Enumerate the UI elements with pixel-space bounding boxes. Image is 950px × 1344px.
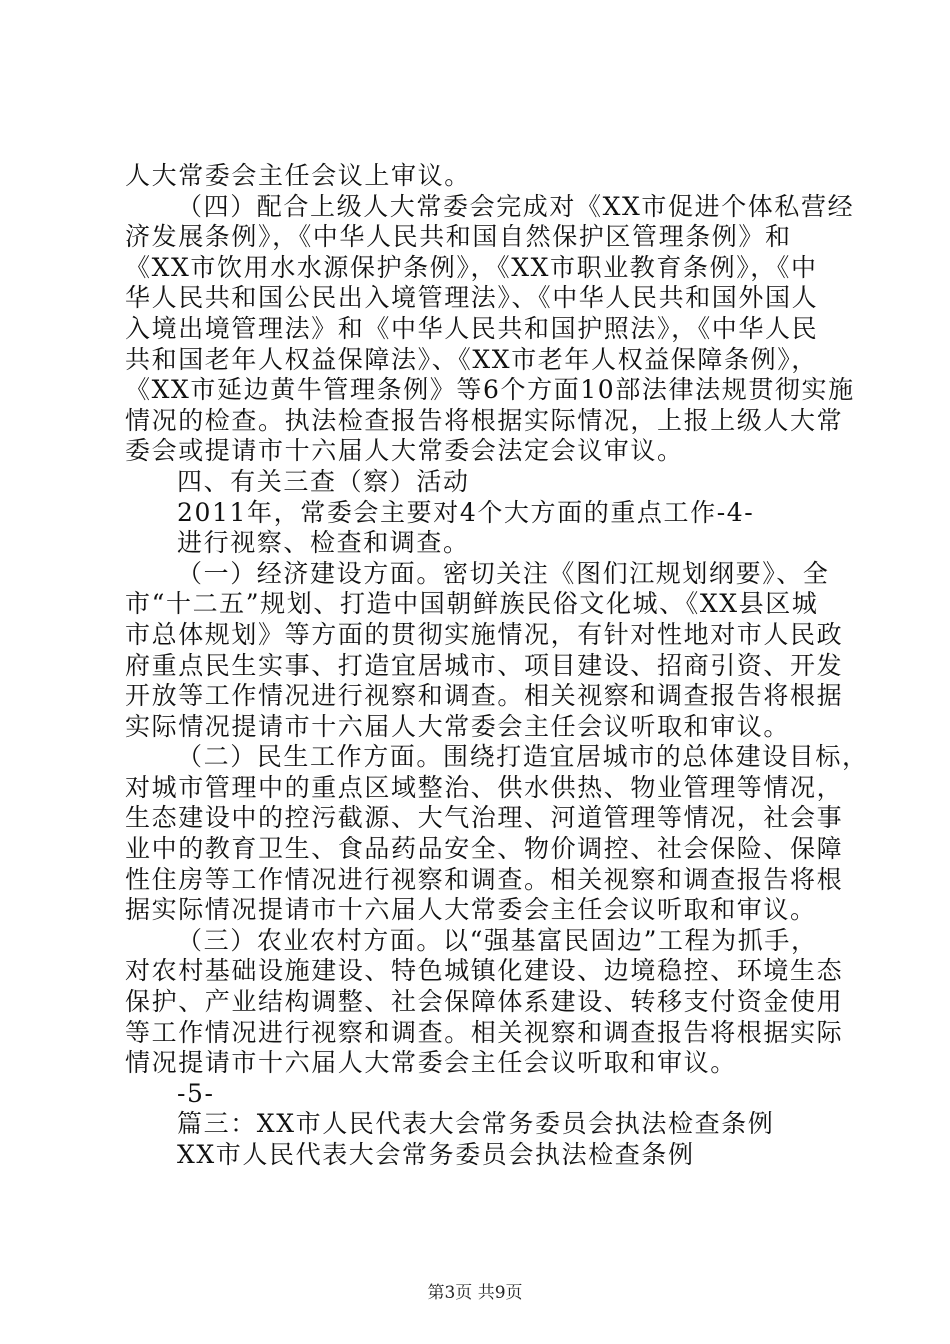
text-line: 据实际情况提请市十六届人大常委会主任会议听取和审议。 — [125, 895, 817, 924]
text-line: 实际情况提请市十六届人大常委会主任会议听取和审议。 — [125, 712, 791, 741]
text-line: 济发展条例》，《中华人民共和国自然保护区管理条例》和 — [125, 222, 792, 251]
text-line: 情况的检查。执法检查报告将根据实际情况，上报上级人大常 — [125, 406, 844, 435]
text-line: （二）民生工作方面。围绕打造宜居城市的总体建设目标， — [177, 742, 869, 771]
text-line: 开放等工作情况进行视察和调查。相关视察和调查报告将根据 — [125, 681, 844, 710]
text-line: 进行视察、检查和调查。 — [177, 528, 470, 557]
text-line: 2011年，常委会主要对4个大方面的重点工作-4- — [177, 498, 755, 527]
document-title: XX市人民代表大会常务委员会执法检查条例 — [177, 1140, 695, 1169]
text-line: 对城市管理中的重点区域整治、供水供热、物业管理等情况， — [125, 773, 844, 802]
text-line: 市“十二五”规划、打造中国朝鲜族民俗文化城、《XX县区城 — [125, 589, 819, 618]
text-line: 业中的教育卫生、食品药品安全、物价调控、社会保险、保障 — [125, 834, 844, 863]
text-line: 华人民共和国公民出入境管理法》、《中华人民共和国外国人 — [125, 283, 819, 312]
text-line: （三）农业农村方面。以“强基富民固边”工程为抓手， — [177, 926, 818, 955]
text-line: 情况提请市十六届人大常委会主任会议听取和审议。 — [125, 1048, 737, 1077]
text-line: 府重点民生实事、打造宜居城市、项目建设、招商引资、开发 — [125, 651, 844, 680]
text-line: 入境出境管理法》和《中华人民共和国护照法》，《中华人民 — [125, 314, 819, 343]
text-line: 委会或提请市十六届人大常委会法定会议审议。 — [125, 436, 684, 465]
text-line: 人大常委会主任会议上审议。 — [125, 161, 471, 190]
text-line: 保护、产业结构调整、社会保障体系建设、转移支付资金使用 — [125, 987, 844, 1016]
text-line: 《XX市延边黄牛管理条例》等6个方面10部法律法规贯彻实施 — [125, 375, 855, 404]
text-line: 市总体规划》等方面的贯彻实施情况，有针对性地对市人民政 — [125, 620, 844, 649]
text-line: （四）配合上级人大常委会完成对《XX市促进个体私营经 — [177, 192, 855, 221]
page-footer: 第3页 共9页 — [427, 1283, 523, 1303]
section-heading: 四、有关三查（察）活动 — [177, 467, 470, 496]
text-line: 《XX市饮用水水源保护条例》，《XX市职业教育条例》，《中 — [125, 253, 818, 282]
text-line: （一）经济建设方面。密切关注《图们江规划纲要》、全 — [177, 559, 830, 588]
text-line: 对农村基础设施建设、特色城镇化建设、边境稳控、环境生态 — [125, 956, 844, 985]
text-line: 等工作情况进行视察和调查。相关视察和调查报告将根据实际 — [125, 1018, 844, 1047]
text-line: 性住房等工作情况进行视察和调查。相关视察和调查报告将根 — [125, 865, 844, 894]
text-line: 共和国老年人权益保障法》、《XX市老年人权益保障条例》， — [125, 345, 818, 374]
section-heading: 篇三：XX市人民代表大会常务委员会执法检查条例 — [177, 1109, 775, 1138]
page-marker: -5- — [177, 1079, 215, 1108]
text-line: 生态建设中的控污截源、大气治理、河道管理等情况，社会事 — [125, 803, 844, 832]
